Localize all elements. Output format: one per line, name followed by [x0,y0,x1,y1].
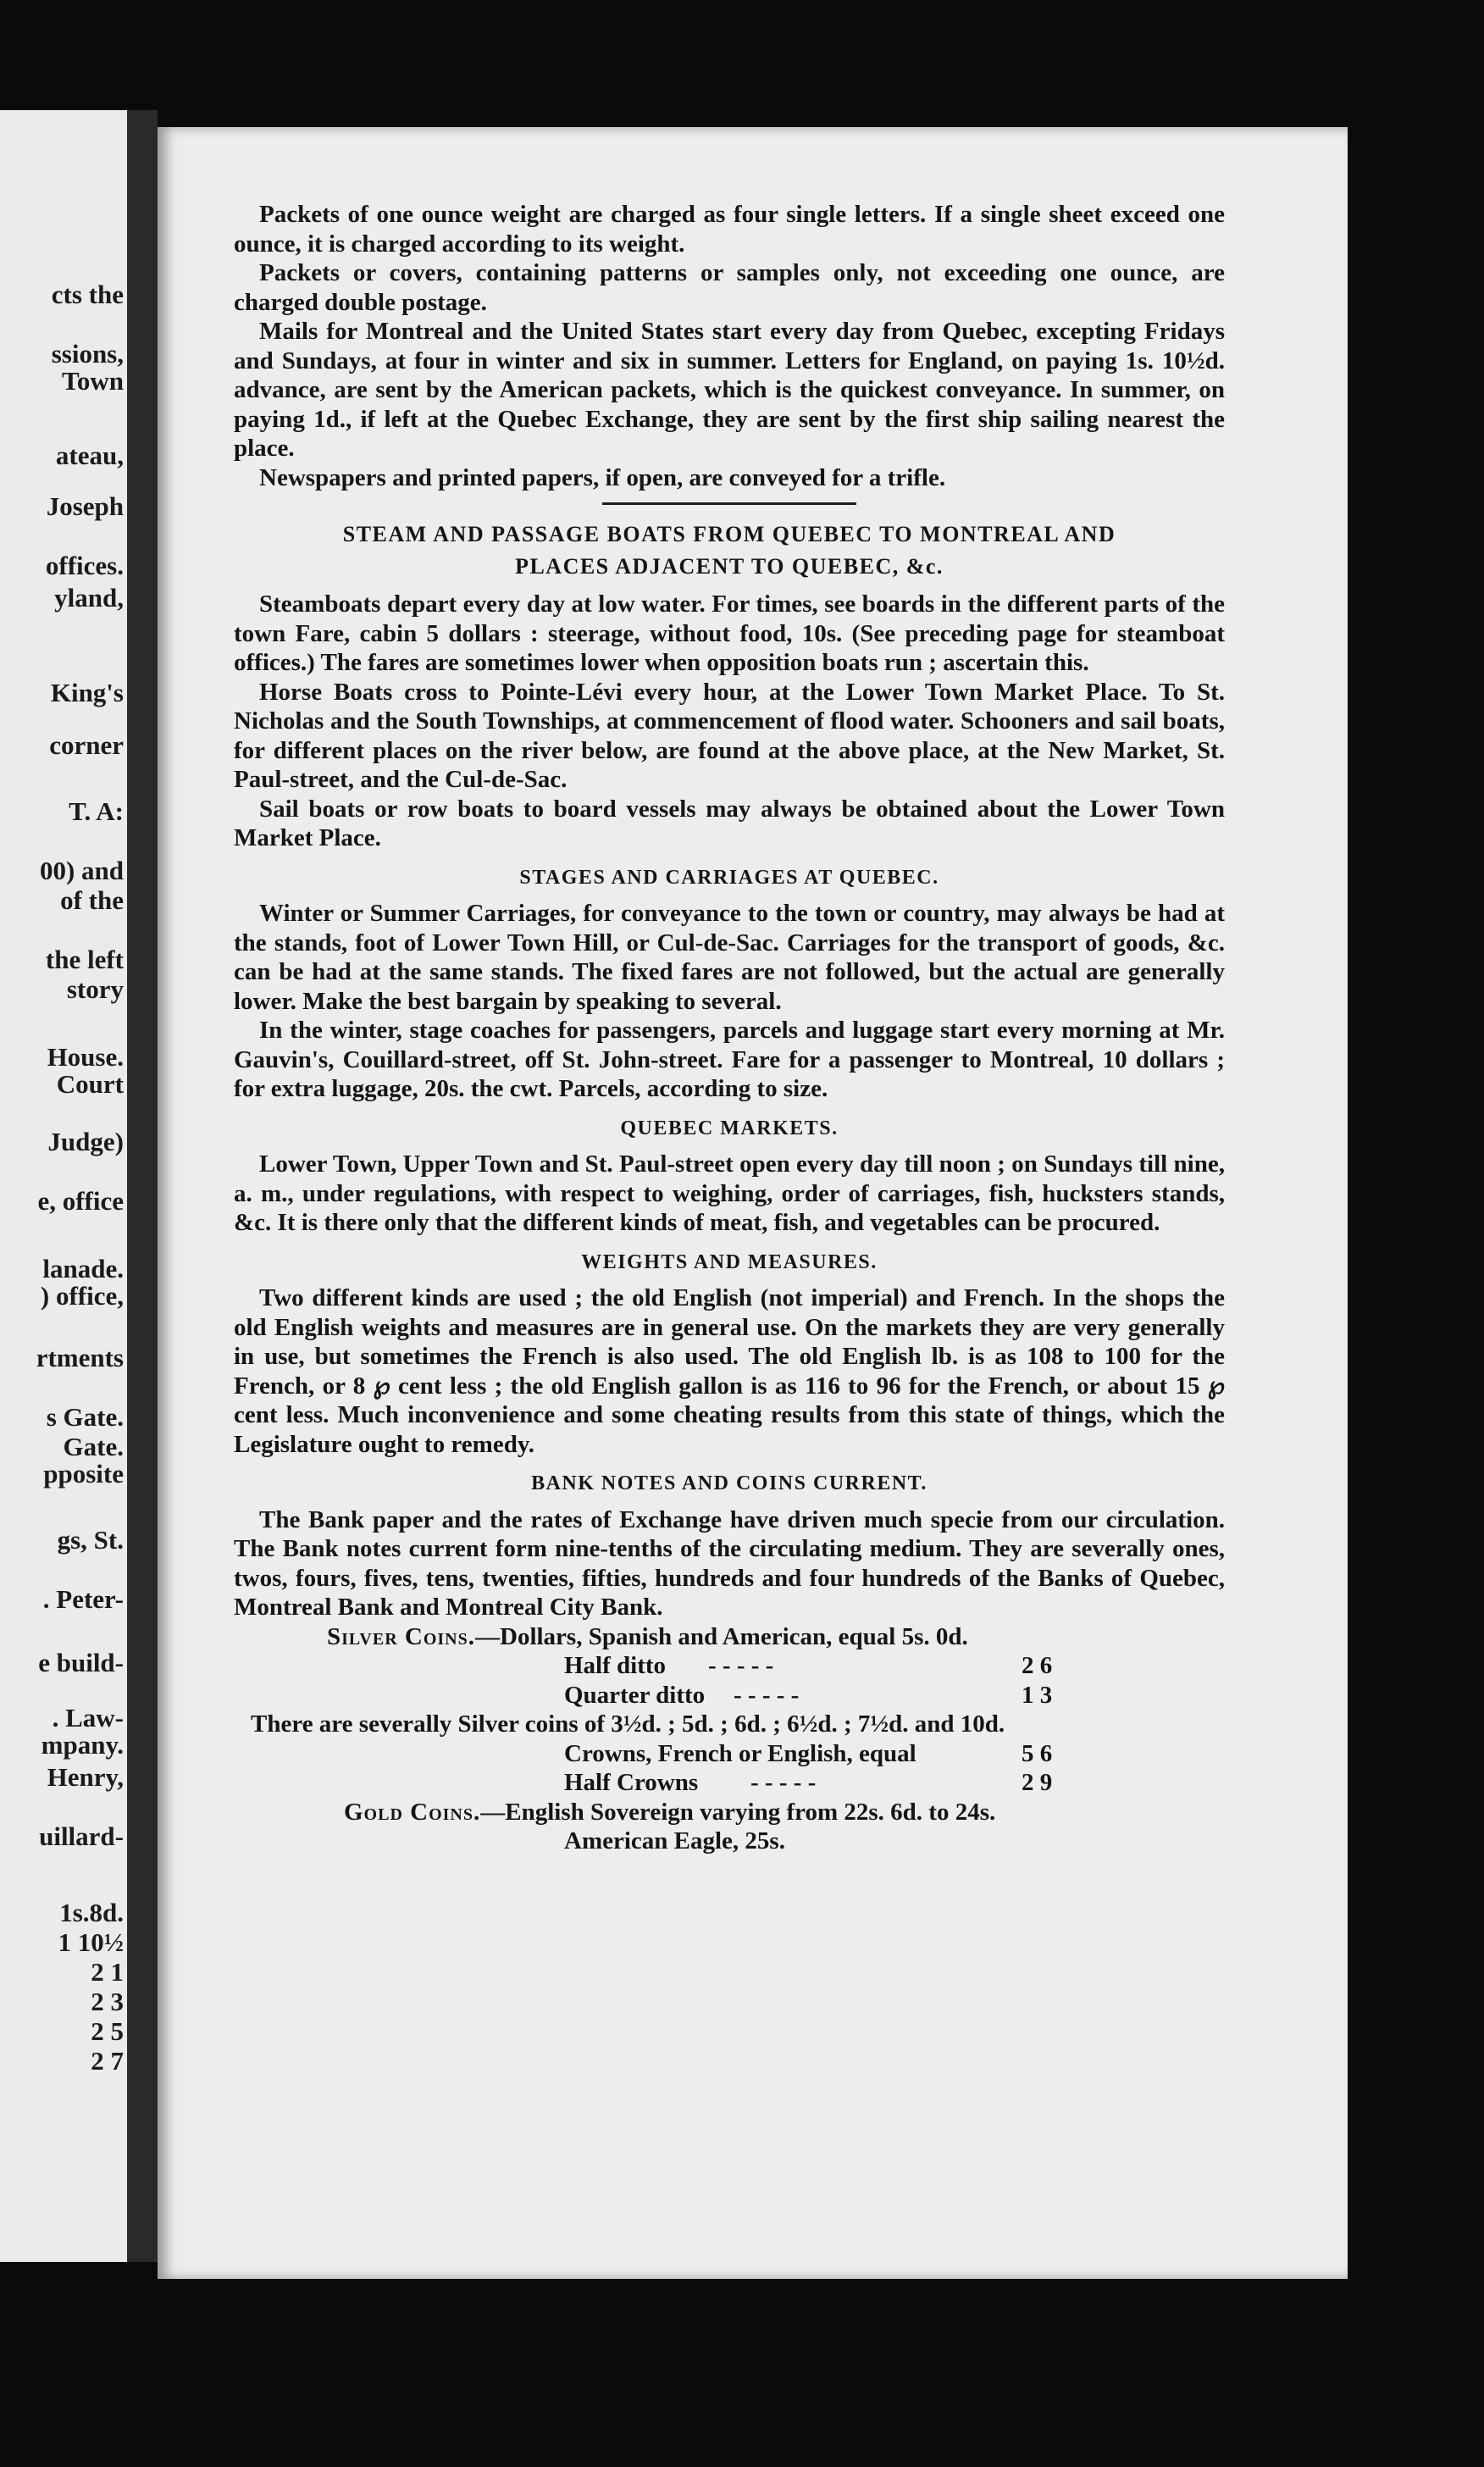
stages-paragraph-1: Winter or Summer Carriages, for conveyance to the town or country, may always be had at the stands, foot of Lower Town Hill, or Cul-de-Sac. Carriages for the transport of goods, &c. can be had at the same stands. The fixed fares are not followed, but the actual are generally lower. Make the best bargain by speaking to several. [234,900,1225,1015]
eagle-row [234,1827,1225,1856]
steam-paragraph-2: Horse Boats cross to Pointe-Lévi every hour, at the Lower Town Market Place. To St. Nicholas and the South Townships, at commencement of flood water. Schooners and sail boats, for different places on the river below, are found at the above place, at the New Market, St. Paul-street, and the Cul-de-Sac. [234,678,1225,793]
left-fragment-line: cts the [51,280,124,309]
gold-coins-text: —English Sovereign varying from 22s. 6d. to 24s. [480,1798,996,1826]
page-gutter [127,110,158,2262]
steam-paragraph-3: Sail boats or row boats to board vessels may always be obtained about the Lower Town Market Place. [234,795,1225,851]
half-ditto-value: 2 6 [1022,1652,1053,1679]
left-fragment-line: mpany. [41,1730,124,1760]
left-fragment-line: Gate. [63,1432,124,1461]
left-fragment-line: Judge) [47,1127,124,1156]
markets-paragraph-1: Lower Town, Upper Town and St. Paul-street open every day till noon ; on Sundays till nine, a. m., under regulations, with respect to weighing, order of carriages, fish, hucksters stands, &c. It is there only that the different kinds of meat, fish, and vegetables can be procured. [234,1150,1225,1236]
markets-heading: QUEBEC MARKETS. [620,1117,839,1139]
gold-coins-row [234,1798,1225,1827]
steam-paragraph-1: Steamboats depart every day at low water. For times, see boards in the different parts of the town Fare, cabin 5 dollars : steerage, without food, 10s. (See preceding page for steamboat offices.) The fares are sometimes lower when opposition boats run ; ascertain this. [234,590,1225,676]
left-fragment-line: gs, St. [57,1525,124,1555]
left-fragment-line: rtments [36,1343,124,1372]
stages-paragraph-2: In the winter, stage coaches for passengers, parcels and luggage start every morning at Mr. Gauvin's, Couillard-street, off St. John-street. Fare for a passenger to Montreal, 10 dollars ; for extra luggage, 20s. the cwt. Parcels, according to size. [234,1017,1225,1102]
left-fragment-line: ssions, [51,339,124,369]
crowns-value: 5 6 [1022,1739,1053,1767]
left-fragment-line: 00) and [39,856,124,885]
steam-heading-line-2: PLACES ADJACENT TO QUEBEC, &c. [515,554,944,579]
steam-boats-heading [234,518,1225,583]
left-fragment-line: yland, [54,583,124,613]
american-eagle-text: American Eagle, 25s. [564,1827,785,1854]
several-coins-text: There are severally Silver coins of 3½d. ; 5d. ; 6d. ; 6½d. ; 7½d. and 10d. [251,1710,1005,1738]
half-crowns-label: Half Crowns [564,1769,699,1796]
document-page [158,127,1348,2279]
section-divider [602,502,856,505]
left-fragment-line: e build- [38,1648,124,1677]
left-fragment-line: story [66,974,124,1004]
left-fragment-line: Joseph [46,491,124,521]
weights-heading: WEIGHTS AND MEASURES. [581,1250,878,1273]
left-fragment-line: s Gate. [46,1402,124,1432]
left-fragment-line: T. A: [69,796,124,826]
gold-coins-label: Gold Coins. [344,1798,481,1826]
dash-leader: - - - - - [708,1652,774,1679]
half-ditto-label: Half ditto [564,1652,667,1679]
left-fragment-line: corner [49,730,124,760]
quarter-ditto-label: Quarter ditto [564,1681,706,1709]
left-fragment-line: ) office, [40,1281,124,1311]
quarter-ditto-row [234,1681,1225,1710]
half-crowns-value: 2 9 [1022,1769,1053,1796]
steam-heading-line-1: STEAM AND PASSAGE BOATS FROM QUEBEC TO MONTREAL AND [342,522,1116,546]
left-fragment-line: e, office [37,1186,124,1216]
left-fragment-line: ateau, [55,441,124,470]
left-fragment-line: of the [60,885,124,915]
silver-coins-row [234,1622,1225,1652]
left-fragment-line: . Law- [52,1703,124,1732]
postal-paragraph-4: Newspapers and printed papers, if open, are conveyed for a trifle. [259,463,946,491]
left-fragment-line: 2 5 [91,2016,124,2046]
dash-leader: - - - - - [734,1681,800,1709]
left-page-text [0,0,127,2467]
postal-paragraph-1: Packets of one ounce weight are charged as four single letters. If a single sheet exceed one ounce, it is charged according to its weight. [234,201,1225,258]
left-fragment-line: Town [62,366,124,396]
several-coins-row [234,1710,1225,1739]
left-fragment-line: pposite [43,1459,124,1489]
left-fragment-line: Henry, [47,1762,124,1792]
left-fragment-line: 2 7 [91,2046,124,2076]
left-fragment-line: King's [50,678,124,707]
left-fragment-line: lanade. [42,1254,124,1283]
weights-paragraph-1: Two different kinds are used ; the old English (not imperial) and French. In the shops the old English weights and measures are in general use. On the markets they are very generally in use, but sometimes the French is also used. The old English lb. is as 108 to 100 for the French, or 8 ℘ cent less ; the old English gallon is as 116 to 96 for the French, or about 15 ℘ cent less. Much inconvenience and some cheating results from this state of things, which the Legislature ought to remedy. [234,1284,1225,1458]
left-fragment-line: 1 10½ [58,1927,124,1957]
silver-coins-text: —Dollars, Spanish and American, equal 5s. 0d. [475,1622,968,1650]
bank-paragraph-1: The Bank paper and the rates of Exchange have driven much specie from our circulation. The Bank notes current form nine-tenths of the circulating medium. They are severally ones, twos, fours, fives, tens, twenties, fifties, hundreds and four hundreds of the Banks of Quebec, Montreal Bank and Montreal City Bank. [234,1505,1225,1621]
crowns-label: Crowns, French or English, equal [564,1739,916,1767]
left-fragment-line: House. [47,1042,124,1072]
left-fragment-line: . Peter- [42,1584,124,1614]
left-fragment-line: Court [56,1069,124,1099]
left-fragment-line: the left [45,945,124,974]
postal-paragraph-2: Packets or covers, containing patterns or samples only, not exceeding one ounce, are charged double postage. [234,259,1225,316]
left-fragment-line: 2 3 [91,1987,124,2016]
left-fragment-line: offices. [45,551,124,580]
half-ditto-row [234,1651,1225,1681]
silver-coins-label: Silver Coins. [327,1622,475,1650]
page-content [234,200,1225,1856]
left-fragment-line: uillard- [39,1821,124,1851]
postal-paragraph-3: Mails for Montreal and the United States start every day from Quebec, excepting Fridays and Sundays, at four in winter and six in summer. Letters for England, on paying 1s. 10½d. advance, are sent by the American packets, which is the quickest conveyance. In summer, on paying 1d., if left at the Quebec Exchange, they are sent by the first ship sailing nearest the place. [234,318,1225,462]
left-fragment-line: 1s.8d. [59,1898,124,1927]
stages-heading: STAGES AND CARRIAGES AT QUEBEC. [519,866,939,889]
dash-leader: - - - - - [750,1769,817,1796]
left-fragment-line: 2 1 [91,1957,124,1987]
crowns-row [234,1739,1225,1769]
quarter-ditto-value: 1 3 [1022,1681,1053,1709]
half-crowns-row [234,1768,1225,1798]
bank-heading: BANK NOTES AND COINS CURRENT. [531,1472,928,1494]
